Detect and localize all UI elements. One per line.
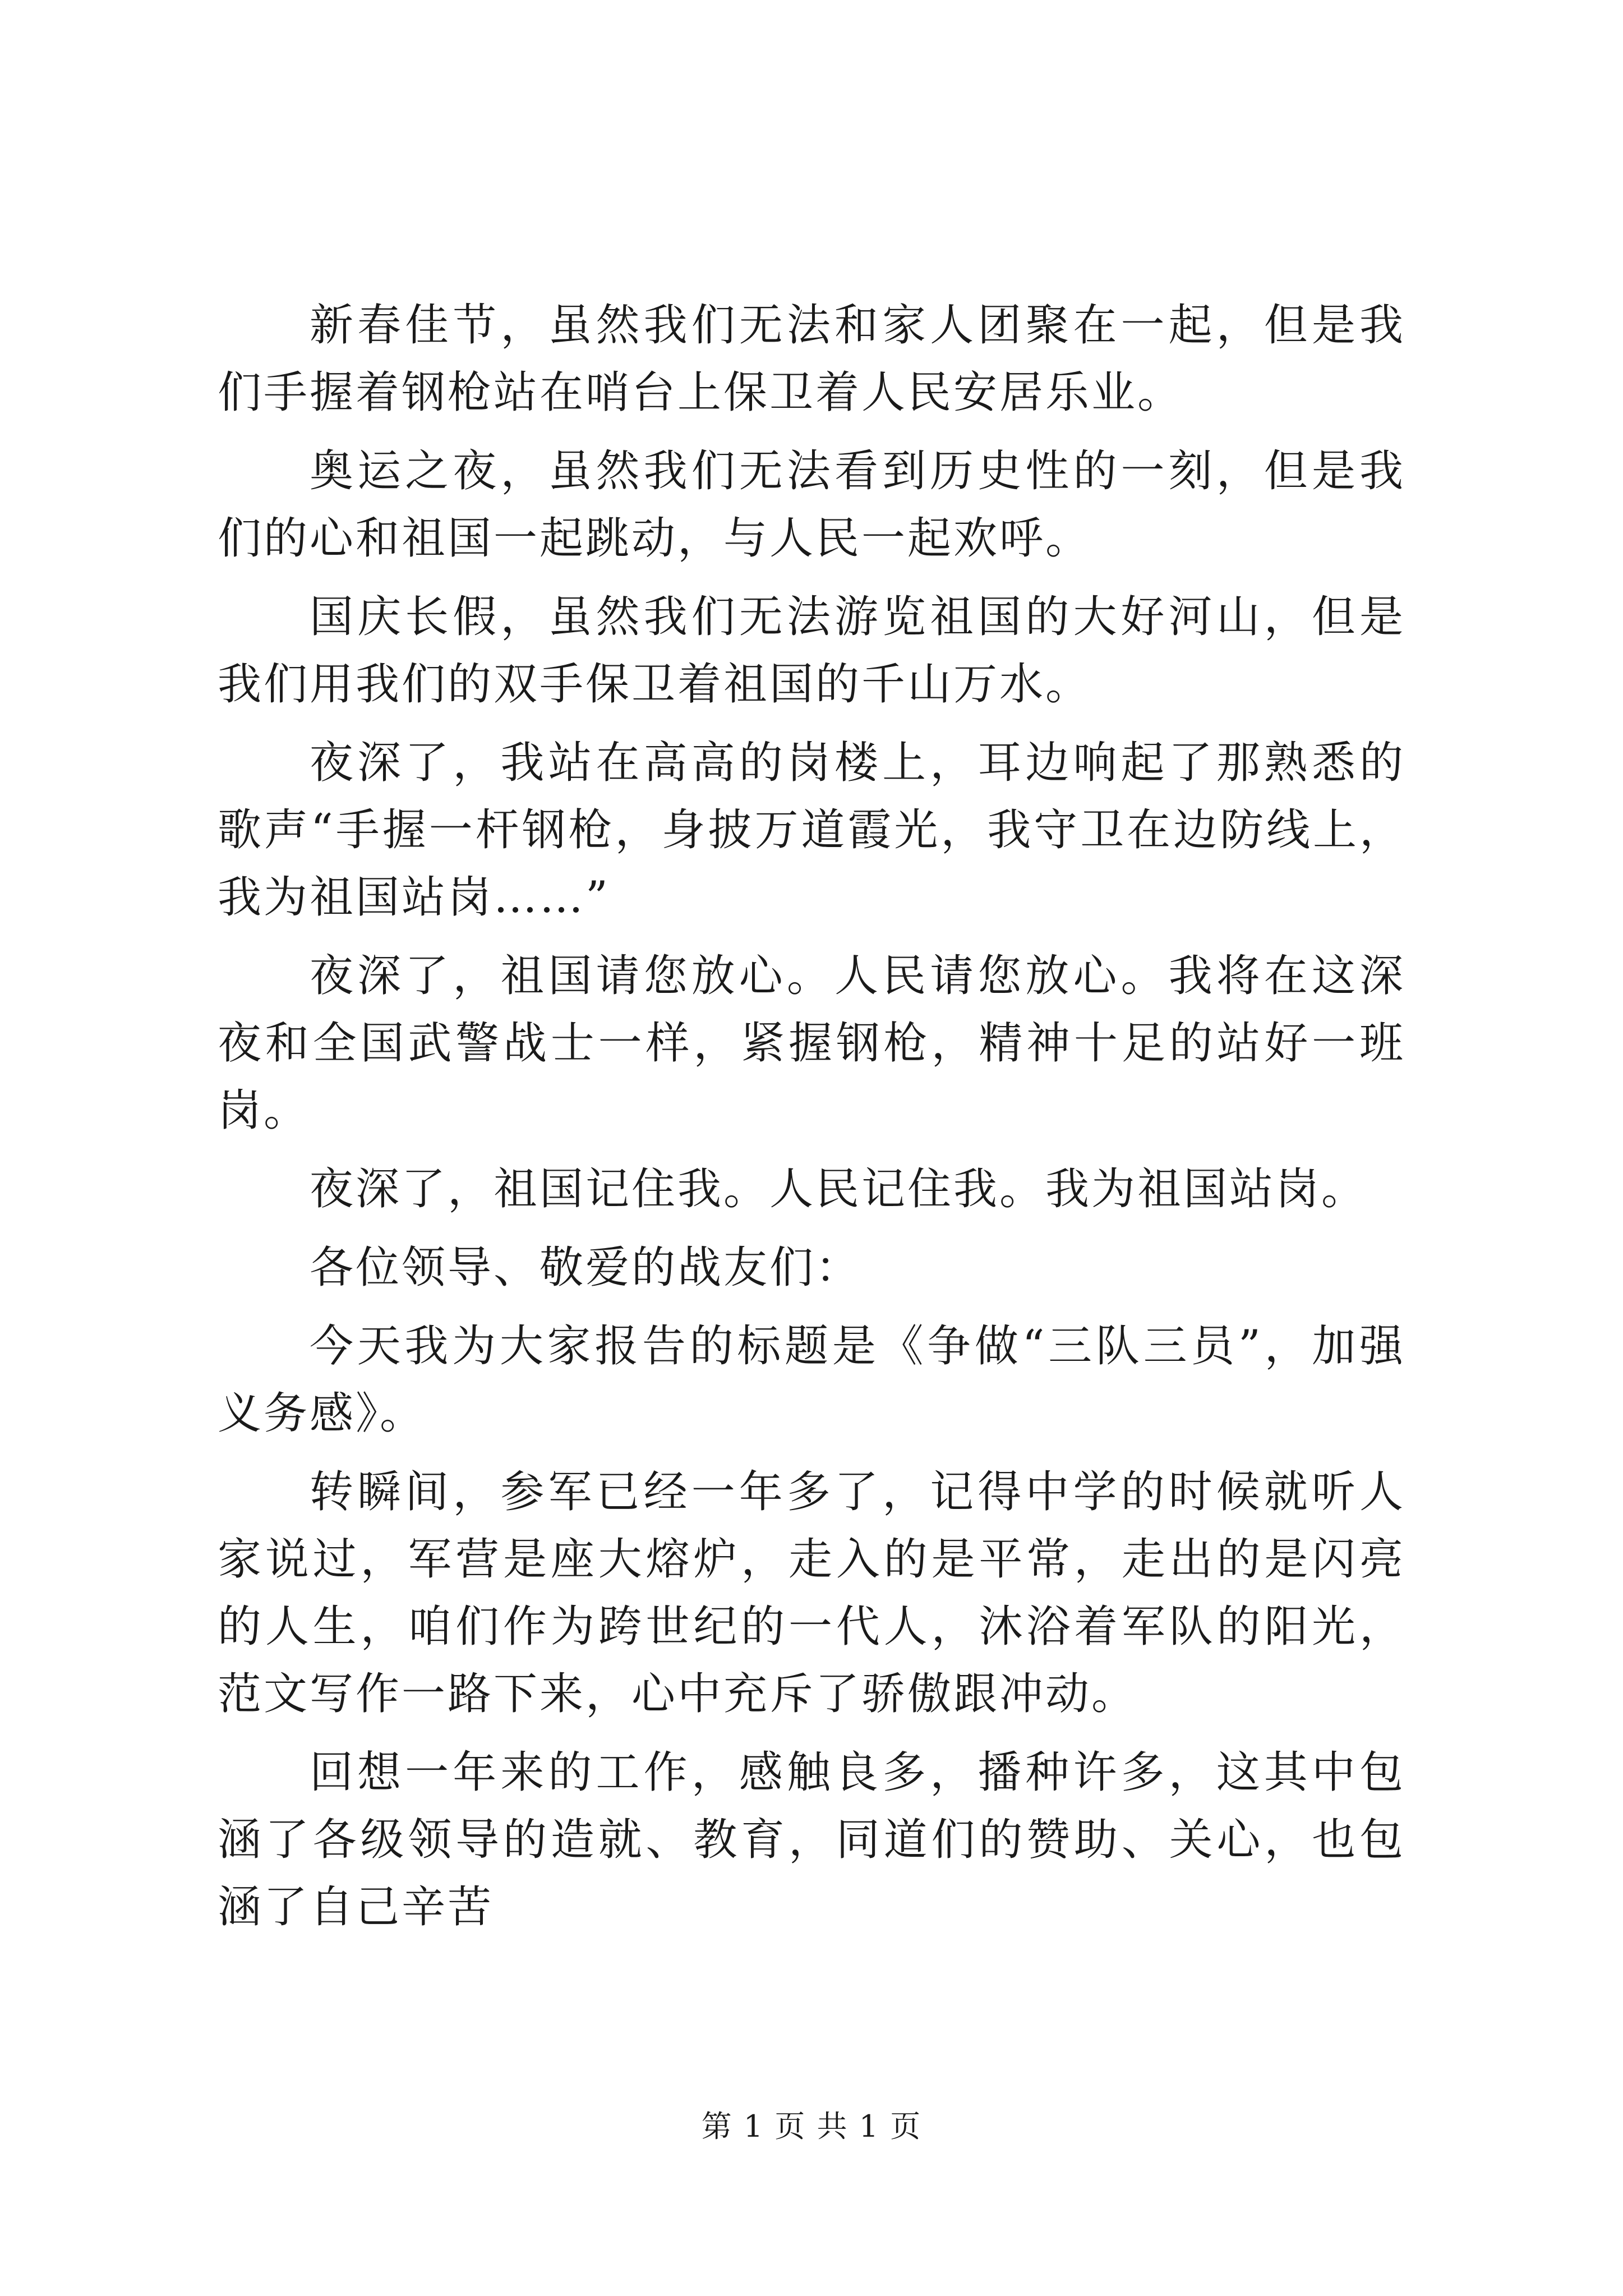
paragraph-6: 夜深了，祖国记住我。人民记住我。我为祖国站岗。 — [310, 1164, 1368, 1214]
paragraph-1: 新春佳节，虽然我们无法和家人团聚在一起，但是我们手握着钢枪站在哨台上保卫着人民安居乐业。 — [218, 300, 1405, 418]
paragraph-9: 转瞬间，参军已经一年多了，记得中学的时候就听人家说过，军营是座大熔炉，走入的是平常，走出的是闪亮的人生，咱们作为跨世纪的一代人，沐浴着军队的阳光，范文写作一路下来，心中充斥了骄傲跟冲动。 — [218, 1467, 1405, 1719]
paragraph-5: 夜深了，祖国请您放心。人民请您放心。我将在这深夜和全国武警战士一样，紧握钢枪，精神十足的站好一班岗。 — [218, 951, 1405, 1136]
paragraph-7: 各位领导、敬爱的战友们： — [310, 1243, 862, 1293]
document-body — [218, 292, 1405, 1952]
paragraph-10: 回想一年来的工作，感触良多，播种许多，这其中包涵了各级领导的造就、教育，同道们的赞助、关心，也包涵了自己辛苦 — [218, 1747, 1405, 1932]
paragraph-8: 今天我为大家报告的标题是《争做“三队三员”，加强义务感》。 — [218, 1321, 1405, 1439]
paragraph-4: 夜深了，我站在高高的岗楼上，耳边响起了那熟悉的歌声“手握一杆钢枪，身披万道霞光，我守卫在边防线上，我为祖国站岗……” — [218, 738, 1405, 923]
page-footer: 第 1 页 共 1 页 — [701, 2109, 922, 2144]
paragraph-3: 国庆长假，虽然我们无法游览祖国的大好河山，但是我们用我们的双手保卫着祖国的千山万水。 — [218, 592, 1405, 710]
paragraph-2: 奥运之夜，虽然我们无法看到历史性的一刻，但是我们的心和祖国一起跳动，与人民一起欢呼。 — [218, 446, 1405, 564]
